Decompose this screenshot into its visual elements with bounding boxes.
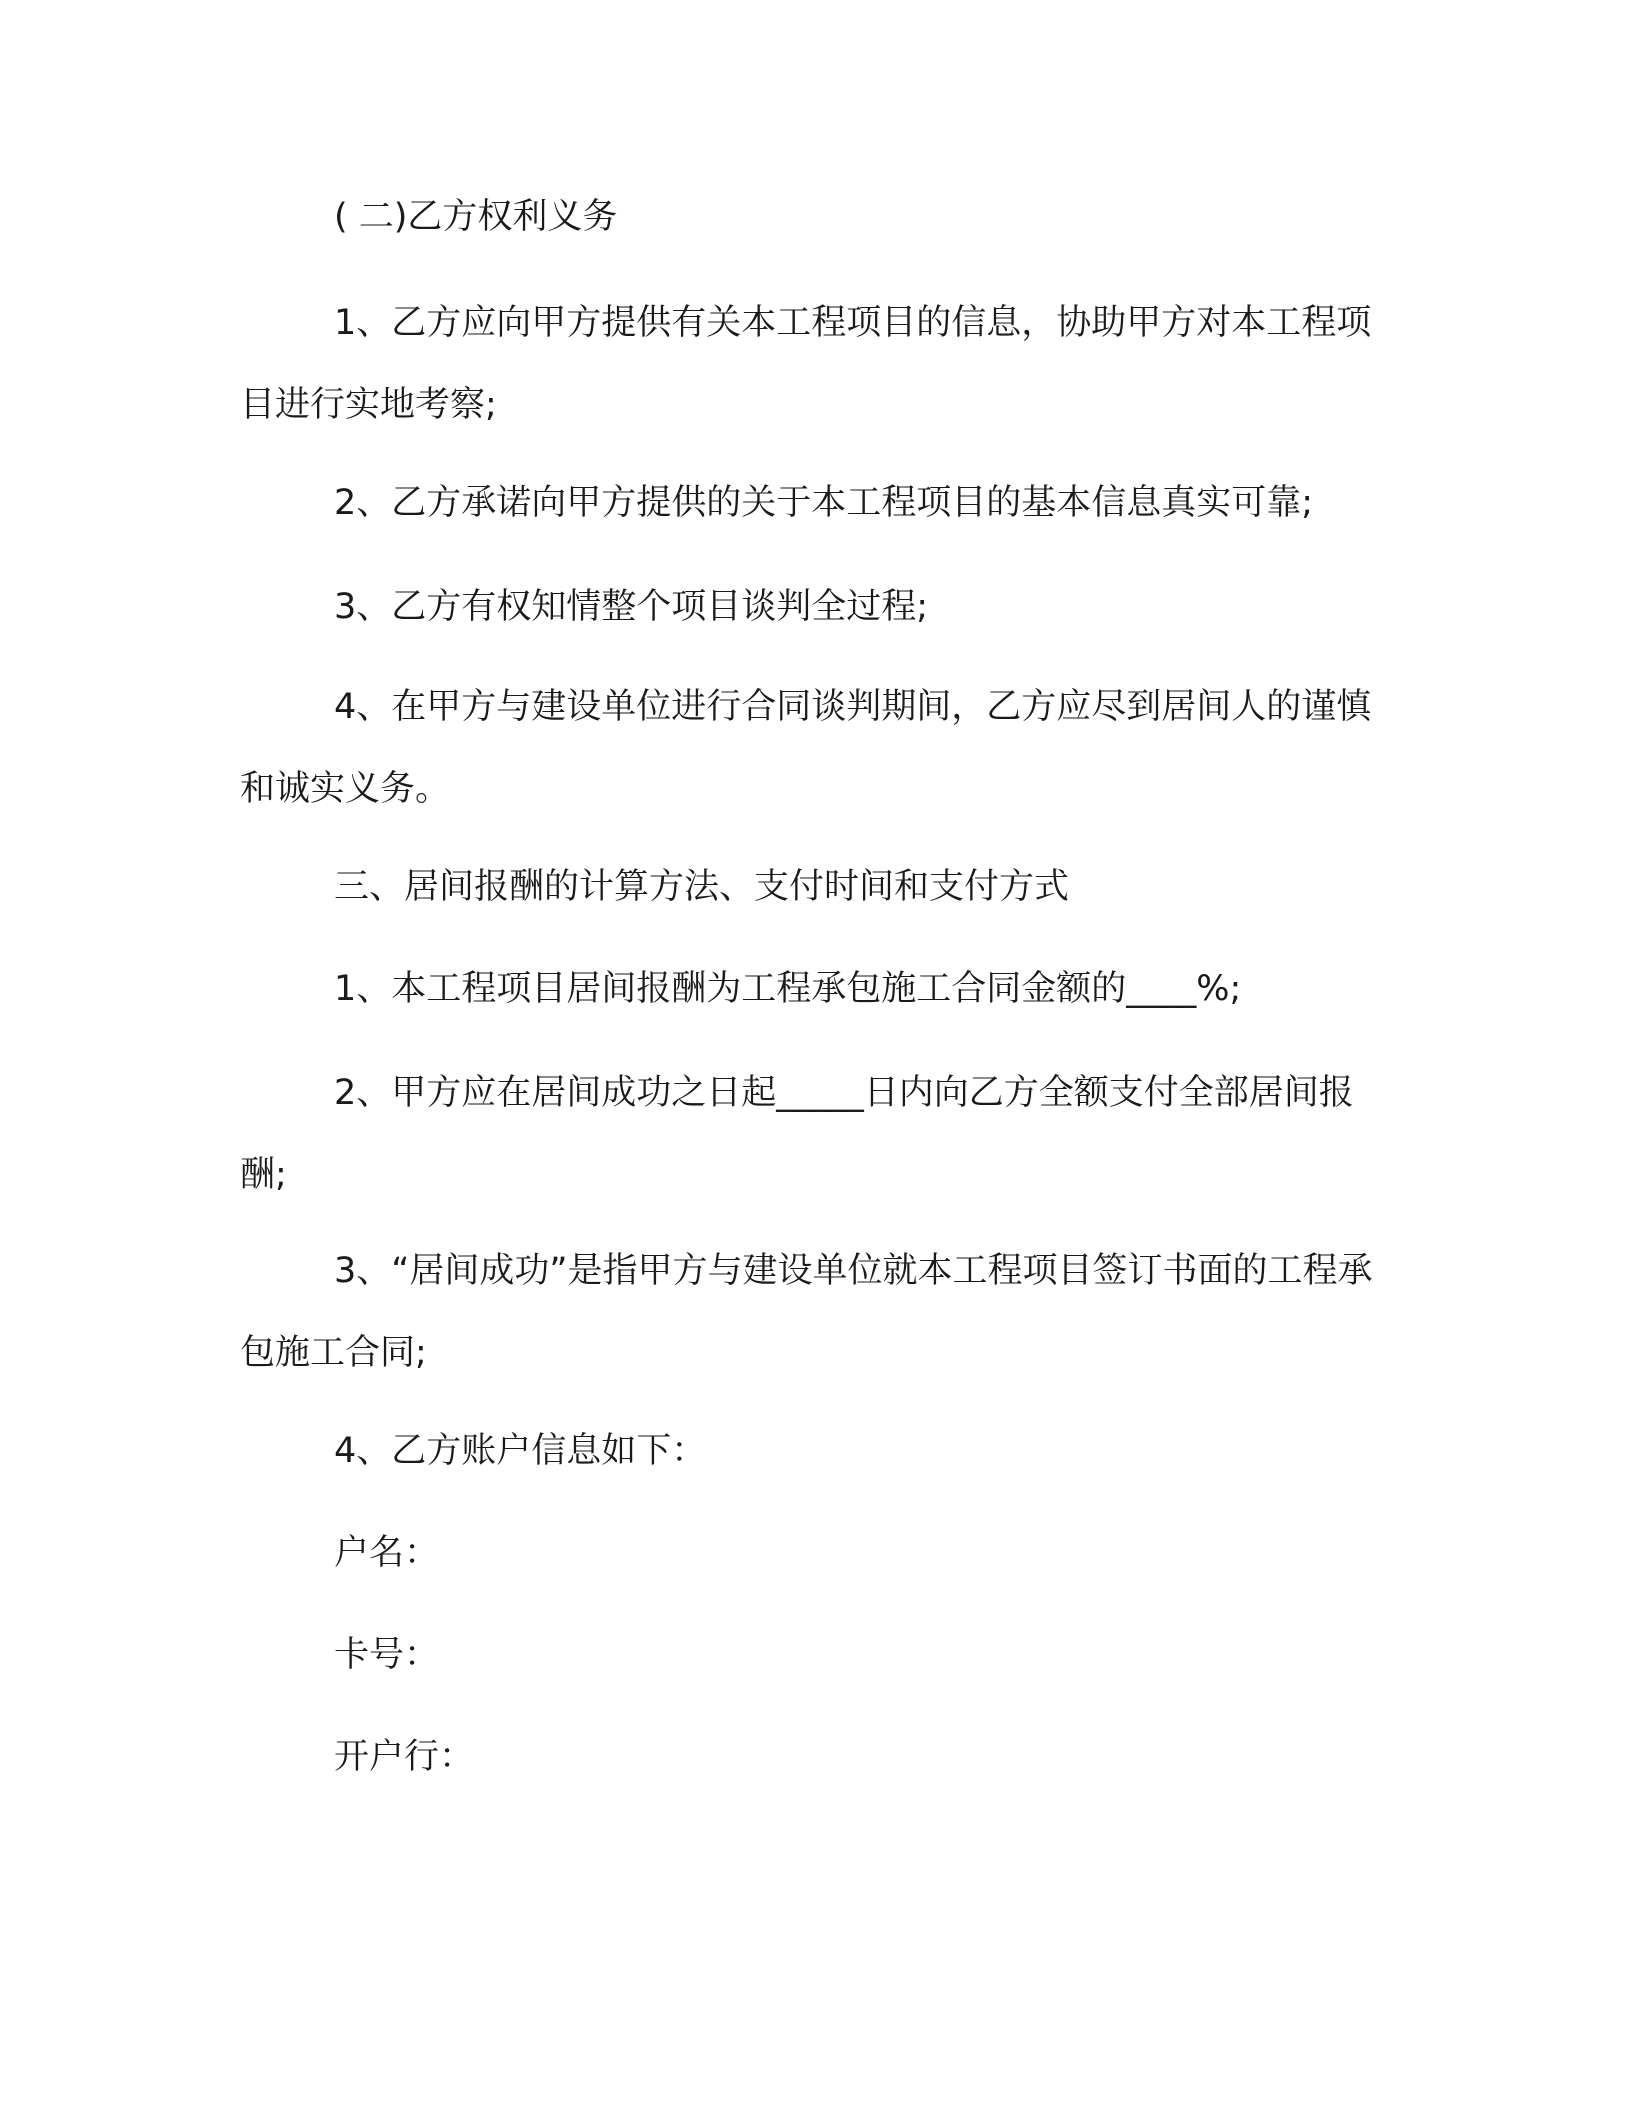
clause-c-3: 3、“居间成功”是指甲方与建设单位就本工程项目签订书面的工程承包施工合同; — [240, 1251, 1373, 1373]
card-number-label: 卡号： — [334, 1635, 440, 1675]
clause-b-3: 3、乙方有权知情整个项目谈判全过程; — [334, 587, 929, 627]
section-heading-party-b-rights: ( 二)乙方权利义务 — [334, 197, 618, 237]
section-heading-commission: 三、居间报酬的计算方法、支付时间和支付方式 — [334, 867, 1070, 907]
clause-b-2: 2、乙方承诺向甲方提供的关于本工程项目的基本信息真实可靠; — [334, 483, 1314, 523]
clause-b-4: 4、在甲方与建设单位进行合同谈判期间，乙方应尽到居间人的谨慎和诚实义务。 — [240, 687, 1372, 809]
clause-c-2: 2、甲方应在居间成功之日起_____日内向乙方全额支付全部居间报酬; — [240, 1073, 1354, 1195]
clause-b-1: 1、乙方应向甲方提供有关本工程项目的信息，协助甲方对本工程项目进行实地考察; — [240, 303, 1372, 425]
clause-c-1: 1、本工程项目居间报酬为工程承包施工合同金额的____%; — [334, 969, 1242, 1009]
account-name-label: 户名： — [334, 1533, 440, 1573]
clause-c-4: 4、乙方账户信息如下： — [334, 1431, 707, 1471]
bank-label: 开户行： — [334, 1737, 475, 1777]
